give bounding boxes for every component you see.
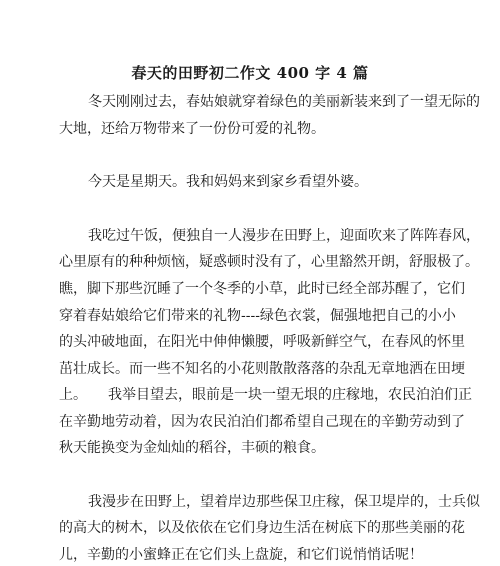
paragraph-line: 穿着春姑娘给它们带来的礼物----绿色衣裳，倔强地把自己的小小 bbox=[59, 308, 456, 324]
paragraph-line: 我吃过午饭，便独自一人漫步在田野上，迎面吹来了阵阵春风， bbox=[88, 228, 480, 244]
paragraph-line: 上。 我举目望去，眼前是一块一望无垠的庄稼地，农民泊泊们正 bbox=[59, 387, 472, 403]
paragraph-line: 的高大的树木，以及依依在它们身边生活在树底下的那些美丽的花 bbox=[59, 520, 465, 536]
paragraph-line: 儿，辛勤的小蜜蜂正在它们头上盘旋，和它们说悄悄话呢！ bbox=[59, 547, 423, 563]
paragraph-line: 秋天能换变为金灿灿的稻谷，丰硕的粮食。 bbox=[59, 440, 325, 456]
paragraph-line: 在辛勤地劳动着，因为农民泊泊们都希望自己现在的辛勤劳动到了 bbox=[59, 414, 465, 430]
paragraph-line: 茁壮成长。而一些不知名的小花则散散落落的杂乱无章地洒在田埂 bbox=[59, 361, 465, 377]
paragraph-line: 我漫步在田野上，望着岸边那些保卫庄稼，保卫堤岸的，士兵似 bbox=[88, 494, 480, 510]
paragraph-line: 瞧，脚下那些沉睡了一个冬季的小草，此时已经全部苏醒了，它们 bbox=[59, 281, 465, 297]
paragraph-line: 心里原有的种种烦恼，疑惑顿时没有了，心里豁然开朗，舒服极了。 bbox=[59, 254, 479, 270]
paragraph-line: 的头冲破地面，在阳光中伸伸懒腰，呼吸新鲜空气，在春风的怀里 bbox=[59, 334, 465, 350]
document-title: 春天的田野初二作文 400 字 4 篇 bbox=[131, 64, 369, 82]
paragraph-line: 大地，还给万物带来了一份份可爱的礼物。 bbox=[59, 121, 325, 137]
paragraph-line: 今天是星期天。我和妈妈来到家乡看望外婆。 bbox=[88, 174, 368, 190]
paragraph-line: 冬天刚刚过去，春姑娘就穿着绿色的美丽新装来到了一望无际的 bbox=[88, 94, 480, 110]
